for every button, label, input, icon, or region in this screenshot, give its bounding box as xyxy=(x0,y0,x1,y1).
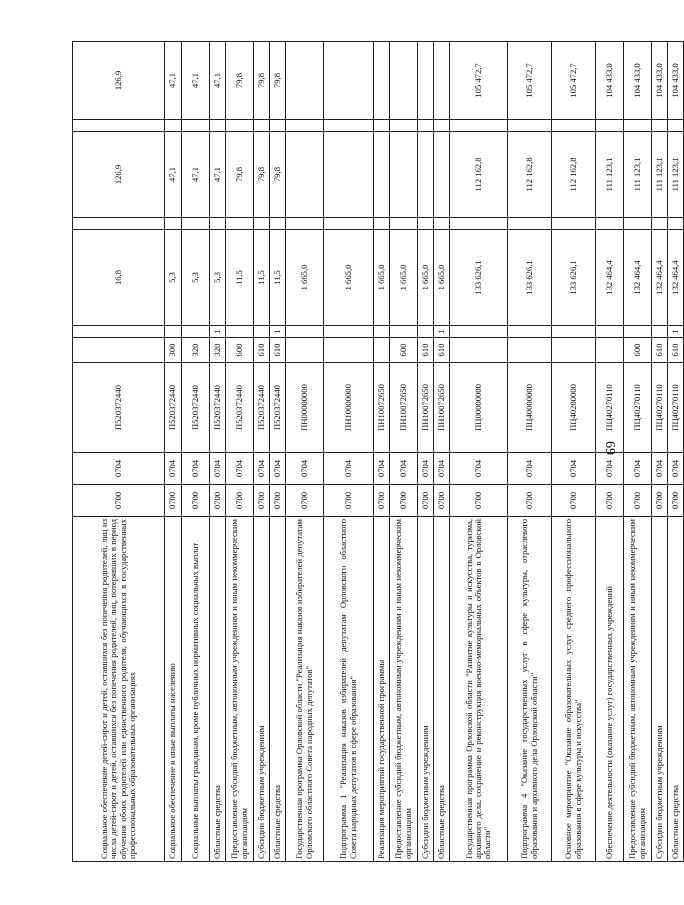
row-budget-source-mark-3 xyxy=(652,120,668,132)
row-amount-1: 132 464,4 xyxy=(596,230,624,326)
row-subsection-code: 0704 xyxy=(165,453,182,485)
row-subsection-code: 0704 xyxy=(73,453,165,485)
row-budget-source-mark-3 xyxy=(508,120,552,132)
table-row xyxy=(254,42,270,862)
row-target-article-code: ПН10072650 xyxy=(434,363,450,453)
row-expense-type-code: 320 xyxy=(210,338,226,363)
row-amount-2: 111 123,1 xyxy=(652,132,668,218)
row-budget-source-mark-1 xyxy=(226,326,254,338)
row-amount-3: 105 472,7 xyxy=(552,42,596,120)
row-section-code: 0700 xyxy=(165,485,182,517)
row-amount-3: 104 433,0 xyxy=(624,42,652,120)
row-name: Областные средства xyxy=(270,517,286,862)
row-name: Государственная программа Орловской области "Реализация наказов избирателей депутатам Орловского областного Совета народных депутатов" xyxy=(286,517,324,862)
row-budget-source-mark-2 xyxy=(508,218,552,230)
row-target-article-code: ПН10000000 xyxy=(324,363,374,453)
row-amount-3: 105 472,7 xyxy=(508,42,552,120)
table-row xyxy=(450,42,508,862)
row-amount-2: 111 123,1 xyxy=(624,132,652,218)
row-amount-2: 111 123,1 xyxy=(668,132,684,218)
row-budget-source-mark-2 xyxy=(624,218,652,230)
row-expense-type-code: 610 xyxy=(418,338,434,363)
row-expense-type-code: 320 xyxy=(182,338,210,363)
row-budget-source-mark-3 xyxy=(165,120,182,132)
table-row xyxy=(165,42,182,862)
row-expense-type-code xyxy=(73,338,165,363)
row-name: Областные средства xyxy=(434,517,450,862)
row-budget-source-mark-3 xyxy=(596,120,624,132)
row-subsection-code: 0704 xyxy=(182,453,210,485)
table-row xyxy=(624,42,652,862)
row-amount-1: 1 665,0 xyxy=(286,230,324,326)
table-row xyxy=(596,42,624,862)
row-expense-type-code: 610 xyxy=(254,338,270,363)
row-target-article-code: ПЦ00000000 xyxy=(450,363,508,453)
row-budget-source-mark-1 xyxy=(165,326,182,338)
row-amount-1: 1 665,0 xyxy=(418,230,434,326)
row-amount-3 xyxy=(434,42,450,120)
row-budget-source-mark-2 xyxy=(73,218,165,230)
row-amount-3: 79,8 xyxy=(226,42,254,120)
row-amount-3: 79,8 xyxy=(254,42,270,120)
table-row xyxy=(210,42,226,862)
table-row xyxy=(286,42,324,862)
row-section-code: 0700 xyxy=(270,485,286,517)
row-budget-source-mark-3 xyxy=(374,120,390,132)
table-row xyxy=(652,42,668,862)
row-amount-2: 112 162,8 xyxy=(552,132,596,218)
row-budget-source-mark-1 xyxy=(552,326,596,338)
row-amount-2 xyxy=(374,132,390,218)
row-budget-source-mark-3 xyxy=(324,120,374,132)
row-name: Социальное обеспечение и иные выплаты населению xyxy=(165,517,182,862)
row-section-code: 0700 xyxy=(182,485,210,517)
row-amount-1: 1 665,0 xyxy=(324,230,374,326)
row-amount-3 xyxy=(418,42,434,120)
row-amount-1: 11,5 xyxy=(254,230,270,326)
row-budget-source-mark-2 xyxy=(390,218,418,230)
row-budget-source-mark-3 xyxy=(668,120,684,132)
row-budget-source-mark-2 xyxy=(286,218,324,230)
row-section-code: 0700 xyxy=(210,485,226,517)
row-budget-source-mark-2 xyxy=(596,218,624,230)
row-expense-type-code: 610 xyxy=(270,338,286,363)
row-budget-source-mark-2 xyxy=(668,218,684,230)
row-section-code: 0700 xyxy=(374,485,390,517)
row-budget-source-mark-1 xyxy=(73,326,165,338)
row-budget-source-mark-1 xyxy=(286,326,324,338)
row-budget-source-mark-2 xyxy=(374,218,390,230)
row-budget-source-mark-3 xyxy=(182,120,210,132)
row-amount-1: 1 665,0 xyxy=(390,230,418,326)
row-amount-2: 111 123,1 xyxy=(596,132,624,218)
row-subsection-code: 0704 xyxy=(286,453,324,485)
row-subsection-code: 0704 xyxy=(668,453,684,485)
row-budget-source-mark-2 xyxy=(450,218,508,230)
table-row xyxy=(552,42,596,862)
row-amount-2: 47,1 xyxy=(182,132,210,218)
row-amount-2: 112 162,8 xyxy=(508,132,552,218)
budget-table xyxy=(72,41,684,862)
row-amount-1: 132 464,4 xyxy=(652,230,668,326)
row-amount-3 xyxy=(374,42,390,120)
row-amount-2 xyxy=(418,132,434,218)
row-amount-2: 47,1 xyxy=(210,132,226,218)
row-target-article-code: П520372440 xyxy=(226,363,254,453)
row-expense-type-code: 600 xyxy=(390,338,418,363)
page-number: 69 xyxy=(602,441,617,455)
row-budget-source-mark-1 xyxy=(390,326,418,338)
row-target-article-code: ПЦ40270110 xyxy=(596,363,624,453)
row-subsection-code: 0704 xyxy=(270,453,286,485)
row-amount-1: 133 626,1 xyxy=(552,230,596,326)
row-amount-2: 47,1 xyxy=(165,132,182,218)
row-budget-source-mark-2 xyxy=(552,218,596,230)
row-expense-type-code xyxy=(508,338,552,363)
table-row xyxy=(226,42,254,862)
row-amount-2: 79,8 xyxy=(270,132,286,218)
row-name: Предоставление субсидий бюджетным, автономным учреждениям и иным некоммерческим организациям xyxy=(624,517,652,862)
row-budget-source-mark-2 xyxy=(418,218,434,230)
row-budget-source-mark-3 xyxy=(254,120,270,132)
row-subsection-code: 0704 xyxy=(254,453,270,485)
row-budget-source-mark-3 xyxy=(552,120,596,132)
row-section-code: 0700 xyxy=(226,485,254,517)
row-section-code: 0700 xyxy=(324,485,374,517)
row-expense-type-code xyxy=(596,338,624,363)
row-budget-source-mark-1 xyxy=(324,326,374,338)
row-expense-type-code xyxy=(450,338,508,363)
row-amount-3: 105 472,7 xyxy=(450,42,508,120)
table-row xyxy=(418,42,434,862)
row-budget-source-mark-2 xyxy=(226,218,254,230)
row-target-article-code: ПН10072650 xyxy=(390,363,418,453)
row-budget-source-mark-2 xyxy=(182,218,210,230)
row-amount-1: 5,3 xyxy=(165,230,182,326)
row-subsection-code: 0704 xyxy=(210,453,226,485)
row-name: Субсидии бюджетным учреждениям xyxy=(418,517,434,862)
row-amount-1: 11,5 xyxy=(270,230,286,326)
row-amount-1: 133 626,1 xyxy=(450,230,508,326)
row-amount-3: 79,8 xyxy=(270,42,286,120)
row-budget-source-mark-1 xyxy=(374,326,390,338)
row-amount-2: 126,9 xyxy=(73,132,165,218)
row-section-code: 0700 xyxy=(254,485,270,517)
row-amount-1: 1 665,0 xyxy=(374,230,390,326)
table-row xyxy=(324,42,374,862)
row-subsection-code: 0704 xyxy=(390,453,418,485)
row-budget-source-mark-3 xyxy=(450,120,508,132)
row-amount-2 xyxy=(286,132,324,218)
row-subsection-code: 0704 xyxy=(374,453,390,485)
row-budget-source-mark-3 xyxy=(390,120,418,132)
row-amount-1: 132 464,4 xyxy=(624,230,652,326)
row-target-article-code: ПЦ40270110 xyxy=(652,363,668,453)
row-name: Подпрограмма 4 "Оказание государственных услуг в сфере культуры, отраслевого образования и архивного дела Орловской области" xyxy=(508,517,552,862)
row-name: Предоставление субсидий бюджетным, автономным учреждениям и иным некоммерческим организациям xyxy=(226,517,254,862)
row-amount-3 xyxy=(324,42,374,120)
row-expense-type-code: 600 xyxy=(226,338,254,363)
row-amount-2 xyxy=(434,132,450,218)
row-name: Государственная программа Орловской области "Развитие культуры и искусства, туризма, архивного дела, сохранение и реконструкция военно-мемориальных объектов в Орловской области" xyxy=(450,517,508,862)
row-expense-type-code xyxy=(324,338,374,363)
row-budget-source-mark-1: 1 xyxy=(210,326,226,338)
row-budget-source-mark-1 xyxy=(418,326,434,338)
row-amount-3: 47,1 xyxy=(210,42,226,120)
row-name: Реализация мероприятий государственной программы xyxy=(374,517,390,862)
row-expense-type-code: 610 xyxy=(434,338,450,363)
row-amount-3: 104 433,0 xyxy=(596,42,624,120)
row-target-article-code: ПЦ40200000 xyxy=(552,363,596,453)
row-expense-type-code xyxy=(374,338,390,363)
row-amount-1: 11,5 xyxy=(226,230,254,326)
row-amount-3: 126,9 xyxy=(73,42,165,120)
row-section-code: 0700 xyxy=(73,485,165,517)
row-section-code: 0700 xyxy=(508,485,552,517)
row-target-article-code: ПЦ40000000 xyxy=(508,363,552,453)
row-budget-source-mark-3 xyxy=(210,120,226,132)
row-target-article-code: П520372440 xyxy=(270,363,286,453)
row-budget-source-mark-3 xyxy=(434,120,450,132)
row-amount-3 xyxy=(390,42,418,120)
row-amount-2 xyxy=(390,132,418,218)
row-name: Основное мероприятие "Оказание образовательных услуг среднего профессионального образования в сфере культуры и искусства" xyxy=(552,517,596,862)
row-section-code: 0700 xyxy=(668,485,684,517)
row-target-article-code: П520372440 xyxy=(165,363,182,453)
budget-table-container xyxy=(72,42,680,862)
row-subsection-code: 0704 xyxy=(418,453,434,485)
table-row xyxy=(434,42,450,862)
row-target-article-code: ПЦ40270110 xyxy=(668,363,684,453)
row-target-article-code: ПН00000000 xyxy=(286,363,324,453)
row-subsection-code: 0704 xyxy=(434,453,450,485)
row-budget-source-mark-3 xyxy=(226,120,254,132)
row-subsection-code: 0704 xyxy=(652,453,668,485)
row-amount-2: 79,8 xyxy=(254,132,270,218)
row-subsection-code: 0704 xyxy=(596,453,624,485)
table-row xyxy=(270,42,286,862)
row-amount-1: 1 665,0 xyxy=(434,230,450,326)
row-budget-source-mark-3 xyxy=(286,120,324,132)
row-name: Областные средства xyxy=(210,517,226,862)
row-target-article-code: ПН10072650 xyxy=(418,363,434,453)
row-subsection-code: 0704 xyxy=(226,453,254,485)
row-section-code: 0700 xyxy=(418,485,434,517)
row-subsection-code: 0704 xyxy=(450,453,508,485)
row-amount-2: 112 162,8 xyxy=(450,132,508,218)
row-budget-source-mark-1 xyxy=(596,326,624,338)
row-target-article-code: П520372440 xyxy=(182,363,210,453)
row-budget-source-mark-2 xyxy=(254,218,270,230)
row-target-article-code: ПН10072650 xyxy=(374,363,390,453)
row-budget-source-mark-1: 1 xyxy=(434,326,450,338)
row-target-article-code: П520372440 xyxy=(210,363,226,453)
row-amount-3: 104 433,0 xyxy=(652,42,668,120)
row-expense-type-code: 610 xyxy=(652,338,668,363)
row-budget-source-mark-2 xyxy=(165,218,182,230)
row-name: Социальное обеспечение детей-сирот и детей, оставшихся без попечения родителей, лиц из числа детей-сирот и детей, оставшихся без попечения родителей, лиц, потерявших в период обучения обоих родителей или единственного родителя, обучающихся в государственных профессиональных образовательных организациях xyxy=(73,517,165,862)
row-section-code: 0700 xyxy=(596,485,624,517)
row-name: Обеспечение деятельности (оказание услуг) государственных учреждений xyxy=(596,517,624,862)
row-budget-source-mark-2 xyxy=(652,218,668,230)
row-expense-type-code: 610 xyxy=(668,338,684,363)
row-budget-source-mark-3 xyxy=(418,120,434,132)
row-amount-2: 79,8 xyxy=(226,132,254,218)
row-subsection-code: 0704 xyxy=(552,453,596,485)
row-amount-1: 5,3 xyxy=(210,230,226,326)
row-budget-source-mark-2 xyxy=(270,218,286,230)
row-name: Предоставление субсидий бюджетным, автономным учреждениям и иным некоммерческим организациям xyxy=(390,517,418,862)
row-section-code: 0700 xyxy=(552,485,596,517)
row-section-code: 0700 xyxy=(286,485,324,517)
row-section-code: 0700 xyxy=(434,485,450,517)
row-amount-3 xyxy=(286,42,324,120)
row-expense-type-code: 300 xyxy=(165,338,182,363)
row-budget-source-mark-3 xyxy=(270,120,286,132)
table-row xyxy=(668,42,684,862)
table-row xyxy=(374,42,390,862)
row-section-code: 0700 xyxy=(390,485,418,517)
row-budget-source-mark-1 xyxy=(450,326,508,338)
row-name: Субсидии бюджетным учреждениям xyxy=(254,517,270,862)
row-budget-source-mark-2 xyxy=(434,218,450,230)
row-target-article-code: П520372440 xyxy=(73,363,165,453)
row-budget-source-mark-1 xyxy=(182,326,210,338)
row-subsection-code: 0704 xyxy=(624,453,652,485)
row-amount-1: 5,3 xyxy=(182,230,210,326)
row-expense-type-code xyxy=(552,338,596,363)
row-amount-1: 133 626,1 xyxy=(508,230,552,326)
row-section-code: 0700 xyxy=(624,485,652,517)
row-amount-3: 47,1 xyxy=(165,42,182,120)
table-row xyxy=(508,42,552,862)
row-amount-1: 132 464,4 xyxy=(668,230,684,326)
row-budget-source-mark-1 xyxy=(624,326,652,338)
row-section-code: 0700 xyxy=(450,485,508,517)
row-target-article-code: П520372440 xyxy=(254,363,270,453)
row-budget-source-mark-1: 1 xyxy=(668,326,684,338)
row-budget-source-mark-3 xyxy=(624,120,652,132)
row-amount-2 xyxy=(324,132,374,218)
row-amount-3: 47,1 xyxy=(182,42,210,120)
row-name: Социальные выплаты гражданам, кроме публичных нормативных социальных выплат xyxy=(182,517,210,862)
row-budget-source-mark-1: 1 xyxy=(270,326,286,338)
row-expense-type-code: 600 xyxy=(624,338,652,363)
row-expense-type-code xyxy=(286,338,324,363)
row-amount-3: 104 433,0 xyxy=(668,42,684,120)
row-subsection-code: 0704 xyxy=(324,453,374,485)
row-target-article-code: ПЦ40270110 xyxy=(624,363,652,453)
row-amount-1: 16,8 xyxy=(73,230,165,326)
row-budget-source-mark-3 xyxy=(73,120,165,132)
row-section-code: 0700 xyxy=(652,485,668,517)
row-name: Субсидии бюджетным учреждениям xyxy=(652,517,668,862)
table-row xyxy=(182,42,210,862)
row-subsection-code: 0704 xyxy=(508,453,552,485)
row-budget-source-mark-1 xyxy=(652,326,668,338)
row-budget-source-mark-1 xyxy=(254,326,270,338)
row-name: Областные средства xyxy=(668,517,684,862)
row-budget-source-mark-2 xyxy=(324,218,374,230)
table-row xyxy=(390,42,418,862)
row-name: Подпрограмма 1 "Реализация наказов избирателей депутатам Орловского областного Совета народных депутатов в сфере образования" xyxy=(324,517,374,862)
table-row xyxy=(73,42,165,862)
row-budget-source-mark-2 xyxy=(210,218,226,230)
row-budget-source-mark-1 xyxy=(508,326,552,338)
